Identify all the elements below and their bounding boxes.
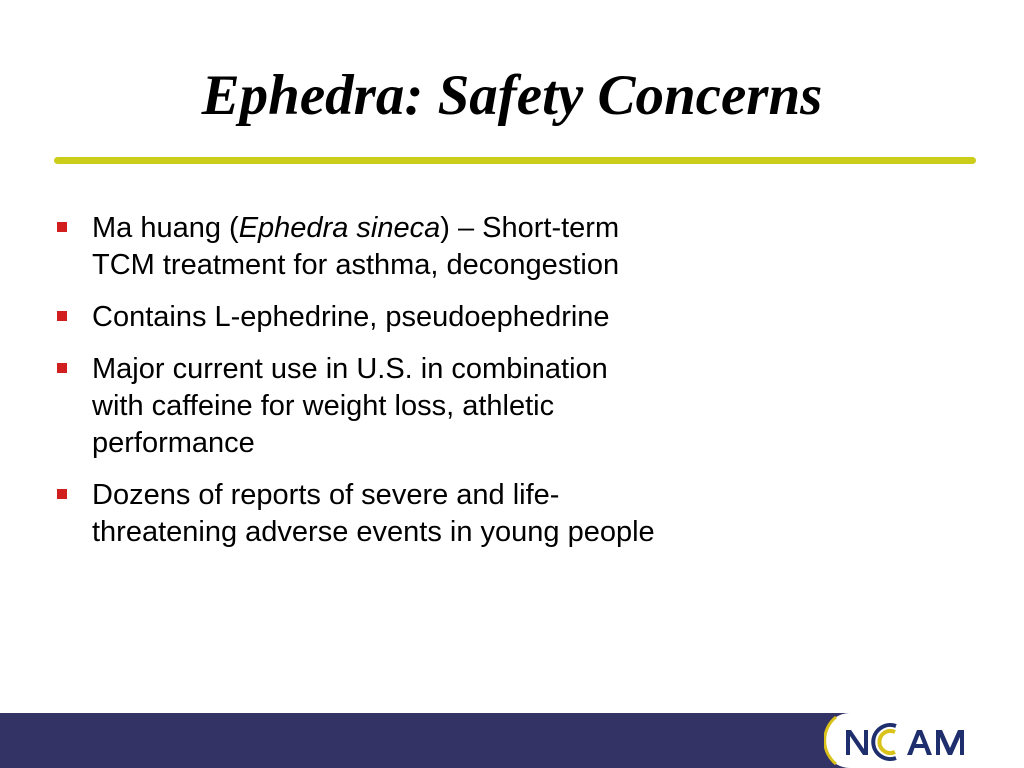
bullet-marker-icon — [57, 311, 67, 321]
bullet-item — [55, 351, 665, 462]
bullet-item — [55, 210, 665, 284]
bullet-text-suffix: ) – Short-term TCM treatment for asthma, decongestion — [92, 212, 620, 281]
title-underline — [54, 157, 976, 164]
bullet-text-species: Ephedra sineca — [238, 212, 441, 244]
bullet-text-prefix: Ma huang ( — [92, 212, 239, 244]
bullet-text: Contains L-ephedrine, pseudoephedrine — [92, 301, 610, 333]
slide-title: Ephedra: Safety Concerns — [201, 64, 823, 127]
bullet-item — [55, 299, 665, 336]
bullet-item — [55, 477, 665, 551]
bullet-marker-icon — [57, 489, 67, 499]
nccam-logo-icon — [824, 713, 1024, 768]
bullet-text: Major current use in U.S. in combination with caffeine for weight loss, athletic performance — [92, 353, 608, 459]
nccam-logo — [824, 713, 1024, 768]
bullet-text: Dozens of reports of severe and life-threatening adverse events in young people — [92, 479, 655, 548]
bullet-marker-icon — [57, 363, 67, 373]
bullet-list — [55, 210, 665, 566]
bullet-marker-icon — [57, 222, 67, 232]
